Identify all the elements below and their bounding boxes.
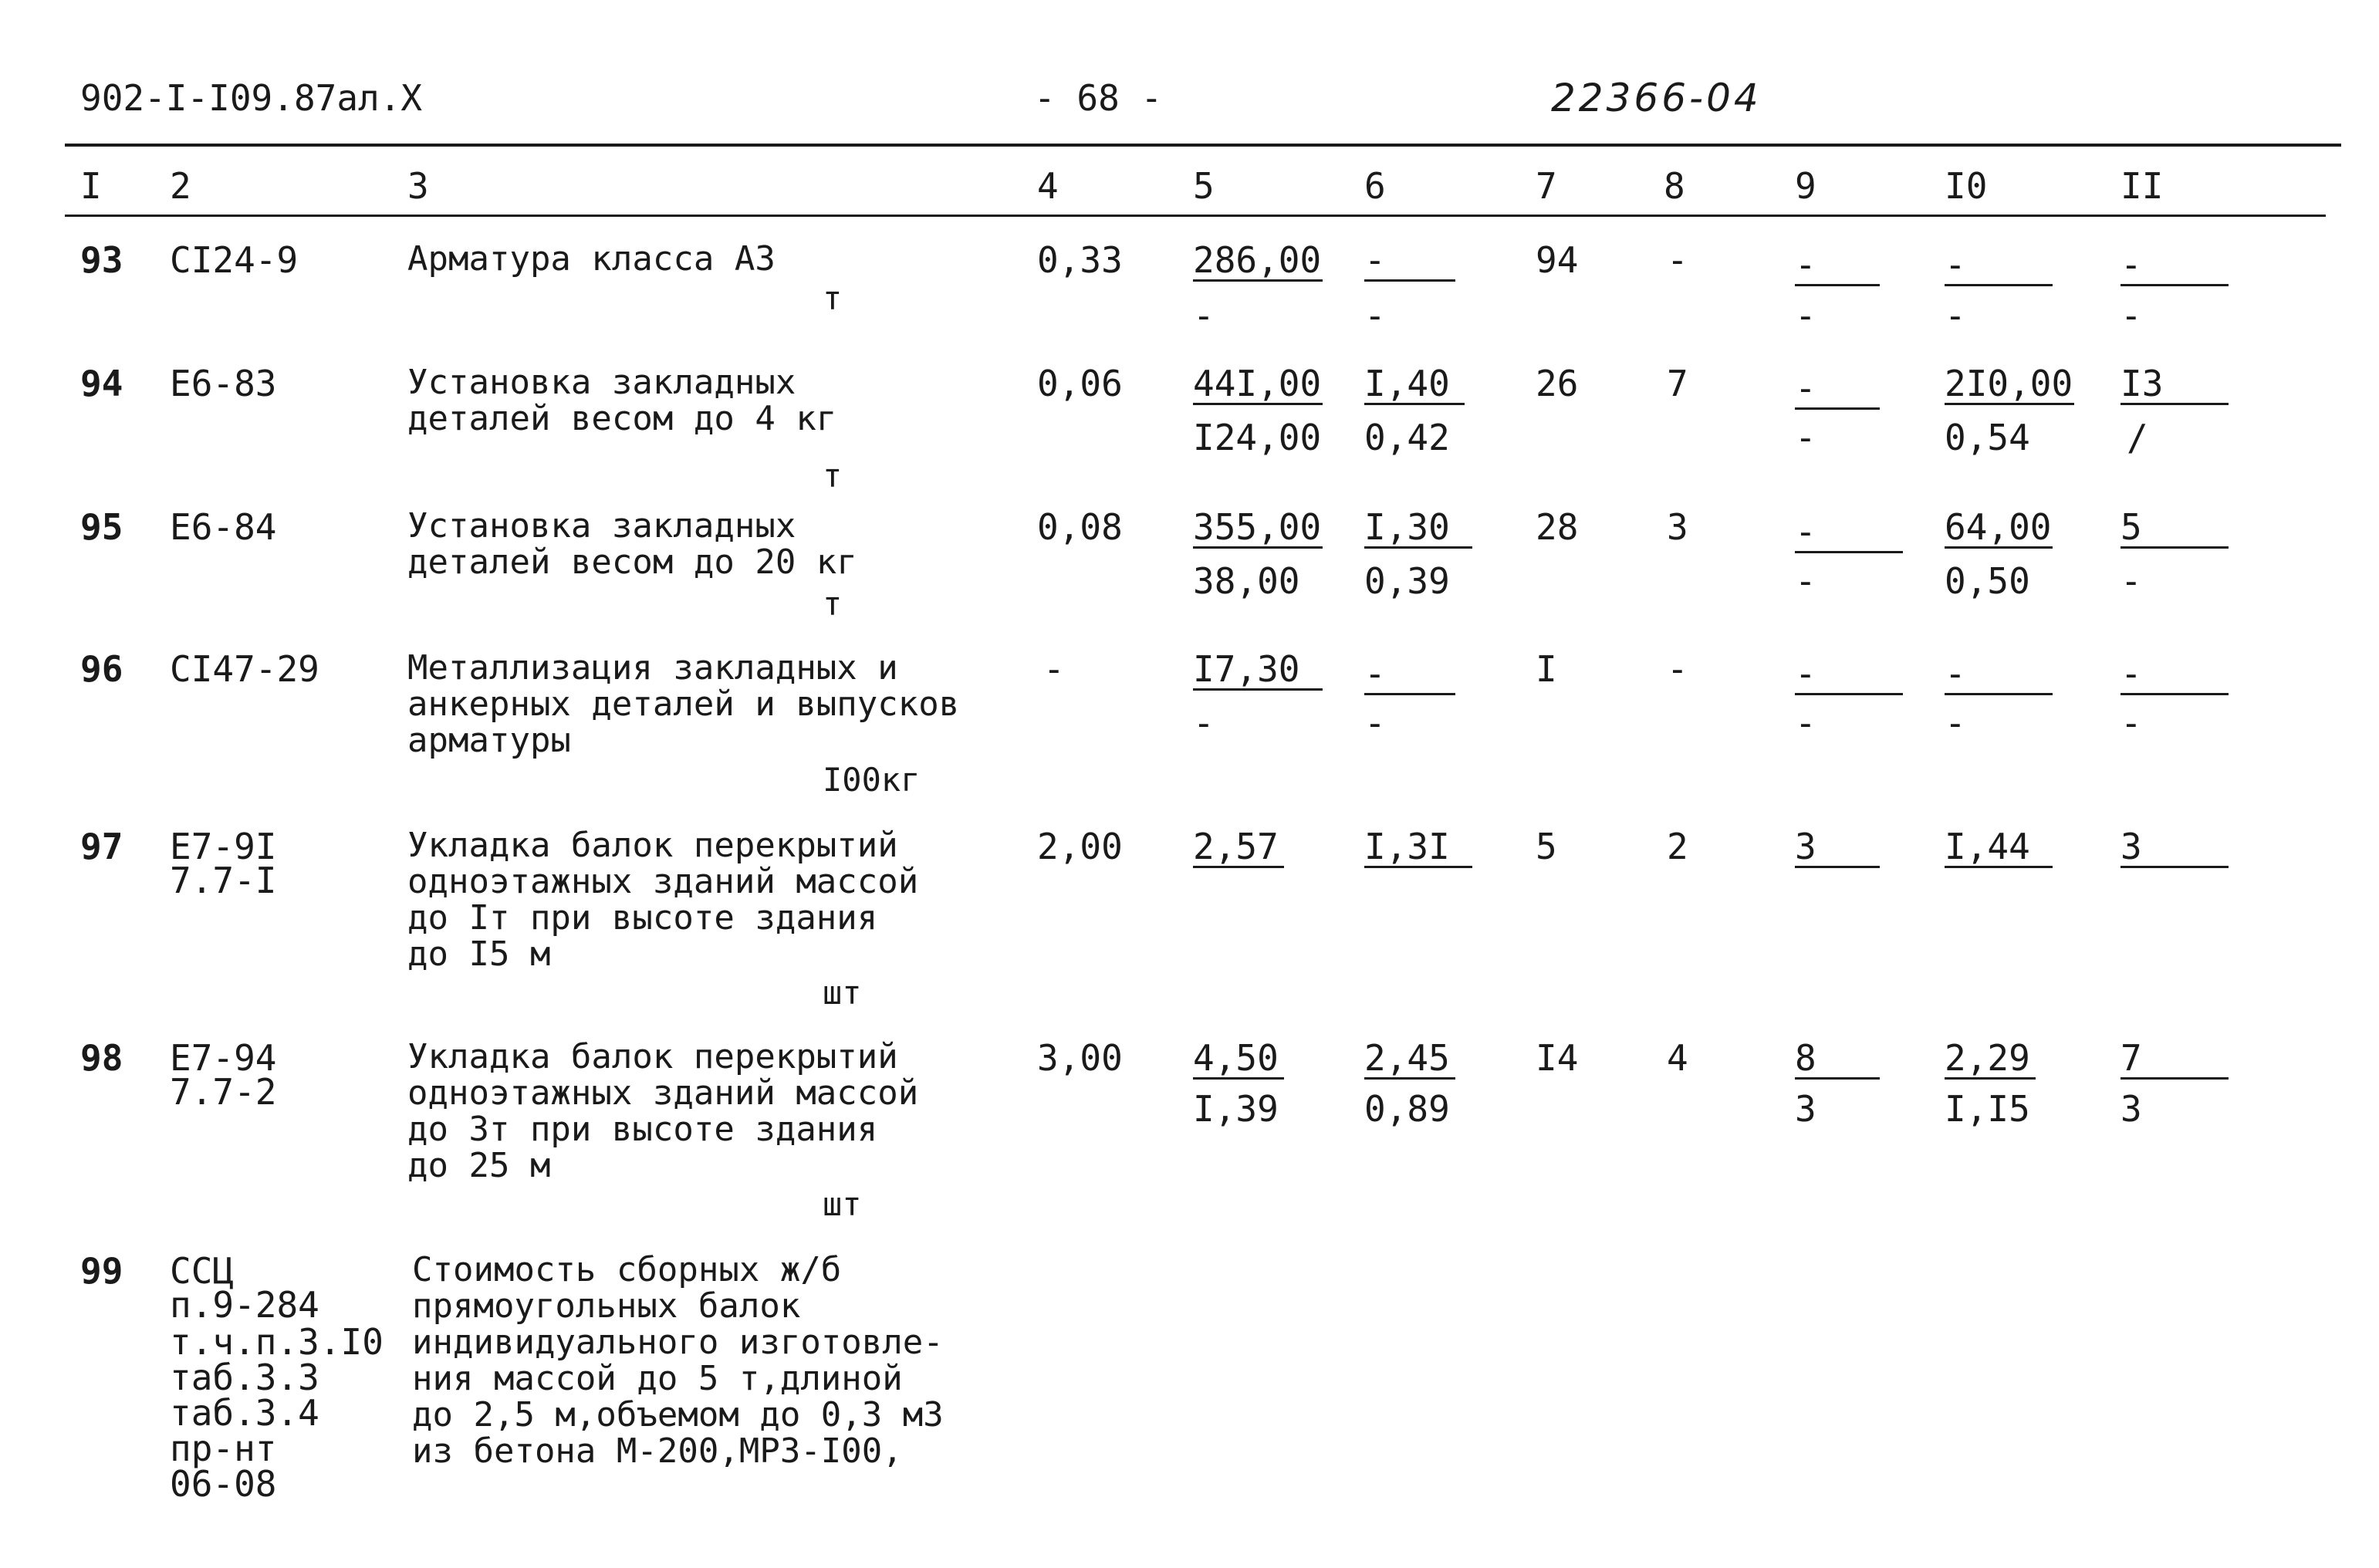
- col10-bottom: -: [1945, 702, 1966, 744]
- col7: I: [1536, 648, 1557, 690]
- col9-top: -: [1795, 247, 1880, 286]
- col9-bottom: -: [1795, 560, 1816, 602]
- col10-top: I,44: [1945, 829, 2053, 868]
- col10-top: 64,00: [1945, 506, 2052, 548]
- work-description: из бетона М-200,МРЗ-I00,: [412, 1431, 903, 1471]
- rate-code: E7-9I: [170, 826, 277, 867]
- col11-top: 3: [2120, 829, 2229, 868]
- col7: I4: [1536, 1037, 1579, 1079]
- work-description: до Iт при высоте здания: [407, 898, 878, 938]
- unit-of-measure: т: [823, 457, 843, 495]
- top-rule: [65, 144, 2341, 147]
- work-description: индивидуального изготовле-: [412, 1323, 944, 1362]
- col11-top: -: [2120, 656, 2229, 695]
- col-header-3: 3: [407, 165, 429, 207]
- quantity: 3,00: [1037, 1037, 1123, 1079]
- rate-code: 7.7-2: [170, 1071, 277, 1113]
- col10-top: 2,29: [1945, 1040, 2036, 1080]
- page-number: - 68 -: [1034, 77, 1163, 119]
- col11-bottom: -: [2120, 295, 2142, 336]
- col8: 4: [1667, 1037, 1688, 1079]
- col11-top: I3: [2120, 366, 2229, 405]
- quantity: 2,00: [1037, 826, 1123, 867]
- rate-code: E6-83: [170, 363, 277, 404]
- col9-bottom: -: [1795, 295, 1816, 336]
- col11-top: -: [2120, 247, 2229, 286]
- inventory-number: 22366-04: [1551, 76, 1762, 120]
- col5-bottom: 38,00: [1193, 560, 1300, 602]
- col8: 7: [1667, 363, 1688, 404]
- work-description: одноэтажных зданий массой: [407, 1073, 919, 1113]
- work-description: Укладка балок перекрытий: [407, 826, 898, 865]
- row-number: 93: [80, 239, 123, 281]
- rate-code: п.9-284: [170, 1284, 319, 1326]
- col5-bottom: I24,00: [1193, 417, 1322, 458]
- col8: 2: [1667, 826, 1688, 867]
- col7: 94: [1536, 239, 1579, 281]
- col10-bottom: 0,54: [1945, 417, 2030, 458]
- work-description: арматуры: [407, 721, 571, 760]
- col11-bottom: 3: [2120, 1088, 2142, 1130]
- col-header-11: II: [2120, 165, 2164, 207]
- col6-top: I,3I: [1364, 829, 1472, 868]
- col7: 5: [1536, 826, 1557, 867]
- col11-bottom: -: [2120, 560, 2142, 602]
- col9-bottom: 3: [1795, 1088, 1816, 1130]
- col-header-4: 4: [1037, 165, 1059, 207]
- row-number: 94: [80, 363, 123, 404]
- col5-top: 4,50: [1193, 1040, 1284, 1080]
- col-header-9: 9: [1795, 165, 1816, 207]
- quantity: -: [1043, 648, 1065, 690]
- col5-bottom: I,39: [1193, 1088, 1279, 1130]
- row-number: 96: [80, 648, 123, 690]
- col6-bottom: 0,42: [1364, 417, 1450, 458]
- work-description: Установка закладных: [407, 506, 796, 546]
- col9-top: -: [1795, 370, 1880, 410]
- document-code: 902-I-I09.87ал.Х: [80, 77, 423, 119]
- unit-of-measure: т: [823, 585, 843, 623]
- unit-of-measure: т: [823, 279, 843, 317]
- col7: 28: [1536, 506, 1579, 548]
- work-description: до 3т при высоте здания: [407, 1110, 878, 1149]
- col-header-5: 5: [1193, 165, 1215, 207]
- col10-top: 2I0,00: [1945, 363, 2073, 404]
- col11-top: 5: [2120, 509, 2229, 549]
- row-number: 95: [80, 506, 123, 548]
- col6-top: -: [1364, 656, 1455, 695]
- work-description: до 2,5 м,объемом до 0,3 м3: [412, 1395, 944, 1435]
- col-header-8: 8: [1664, 165, 1685, 207]
- work-description: одноэтажных зданий массой: [407, 862, 919, 901]
- col8: -: [1667, 648, 1688, 690]
- col11-bottom: -: [2120, 702, 2142, 744]
- rate-code: CI24-9: [170, 239, 299, 281]
- unit-of-measure: шт: [823, 974, 862, 1012]
- col5-bottom: -: [1193, 702, 1215, 744]
- work-description: Укладка балок перекрытий: [407, 1037, 898, 1076]
- col5-top: 286,00: [1193, 239, 1322, 281]
- row-number: 97: [80, 826, 123, 867]
- unit-of-measure: I00кг: [823, 761, 921, 799]
- col6-top: -: [1364, 242, 1455, 282]
- work-description: деталей весом до 20 кг: [407, 542, 857, 582]
- work-description: деталей весом до 4 кг: [407, 399, 837, 438]
- col6-top: 2,45: [1364, 1040, 1455, 1080]
- col10-top: -: [1945, 656, 2053, 695]
- work-description: ния массой до 5 т,длиной: [412, 1359, 903, 1398]
- work-description: Металлизация закладных и: [407, 648, 898, 688]
- col8: 3: [1667, 506, 1688, 548]
- col-header-1: I: [80, 165, 102, 207]
- work-description: Арматура класса А3: [407, 239, 776, 279]
- col10-bottom: -: [1945, 295, 1966, 336]
- col9-top: -: [1795, 656, 1903, 695]
- col-header-10: I0: [1945, 165, 1988, 207]
- col-header-6: 6: [1364, 165, 1386, 207]
- col10-bottom: 0,50: [1945, 560, 2030, 602]
- quantity: 0,06: [1037, 363, 1123, 404]
- rate-code: 06-08: [170, 1463, 277, 1505]
- col6-top: I,30: [1364, 509, 1472, 549]
- col-header-2: 2: [170, 165, 191, 207]
- col6-bottom: 0,39: [1364, 560, 1450, 602]
- quantity: 0,33: [1037, 239, 1123, 281]
- rate-code: E6-84: [170, 506, 277, 548]
- col-header-7: 7: [1536, 165, 1557, 207]
- work-description: до I5 м: [407, 934, 551, 974]
- col11-top: 7: [2120, 1040, 2229, 1080]
- unit-of-measure: шт: [823, 1185, 862, 1223]
- header-rule: [65, 215, 2326, 217]
- col7: 26: [1536, 363, 1579, 404]
- work-description: Установка закладных: [407, 363, 796, 402]
- row-number: 99: [80, 1250, 123, 1292]
- col9-bottom: -: [1795, 417, 1816, 458]
- col5-top: I7,30: [1193, 651, 1323, 691]
- col10-bottom: I,I5: [1945, 1088, 2030, 1130]
- quantity: 0,08: [1037, 506, 1123, 548]
- col5-top: 44I,00: [1193, 363, 1322, 404]
- rate-code: ССЦ: [170, 1250, 235, 1292]
- col5-top: 355,00: [1193, 506, 1322, 548]
- col9-top: -: [1795, 514, 1903, 553]
- rate-code: CI47-29: [170, 648, 319, 690]
- work-description: Стоимость сборных ж/б: [412, 1250, 842, 1289]
- col6-top: I,40: [1364, 366, 1465, 405]
- col6-bottom: -: [1364, 702, 1386, 744]
- col6-bottom: -: [1364, 295, 1386, 336]
- rate-code: т.ч.п.3.I0: [170, 1321, 384, 1363]
- rate-code: таб.3.4: [170, 1392, 319, 1434]
- col8: -: [1667, 239, 1688, 281]
- work-description: анкерных деталей и выпусков: [407, 684, 960, 724]
- col5-top: 2,57: [1193, 829, 1284, 868]
- col9-top: 3: [1795, 829, 1880, 868]
- rate-code: E7-94: [170, 1037, 277, 1079]
- row-number: 98: [80, 1037, 123, 1079]
- rate-code: таб.3.3: [170, 1357, 319, 1398]
- col9-top: 8: [1795, 1040, 1880, 1080]
- col10-top: -: [1945, 247, 2053, 286]
- work-description: прямоугольных балок: [412, 1286, 801, 1326]
- work-description: до 25 м: [407, 1146, 551, 1185]
- rate-code: 7.7-I: [170, 860, 277, 901]
- rate-code: пр-нт: [170, 1428, 277, 1469]
- col11-bottom: /: [2127, 417, 2148, 458]
- col9-bottom: -: [1795, 702, 1816, 744]
- col5-bottom: -: [1193, 295, 1215, 336]
- col6-bottom: 0,89: [1364, 1088, 1450, 1130]
